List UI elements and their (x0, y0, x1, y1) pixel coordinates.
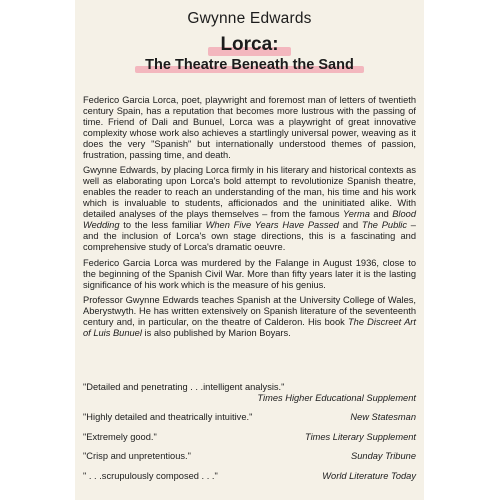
bio-text-b: is also published by Marion Boyars. (141, 328, 291, 339)
p2-text-c: – and the inclusion of Lorca's own stage directions, this is a fascinating and comprehensive study of Lorca's dramatic oeuvre. (83, 219, 416, 252)
play-title-blood-wedding: Blood Wedding (83, 209, 416, 230)
quote-text: "Highly detailed and theatrically intuitive." (83, 412, 253, 423)
quote-text: " . . .scrupulously composed . . ." (83, 470, 218, 481)
review-quote (83, 382, 416, 403)
book-title-text: Lorca: (220, 34, 279, 55)
book-subtitle-text: The Theatre Beneath the Sand (145, 57, 354, 73)
quote-source: Times Higher Educational Supplement (257, 392, 416, 403)
quote-text: "Detailed and penetrating . . .intelligent analysis." (83, 382, 285, 392)
p2-text-and: and (369, 209, 393, 220)
p2-text-b: to the less familiar (119, 219, 206, 230)
review-quote (83, 471, 416, 482)
bio-text-a: Professor Gwynne Edwards teaches Spanish at the University College of Wales, Aberystwyth. He has written extensively on Spanish literature of the seventeenth century and, in particular, on the theatre of Calderon. His book (83, 295, 416, 328)
play-title-the-public: The Public (361, 219, 408, 230)
blurb-paragraph-3: Federico Garcia Lorca was murdered by the Falange in August 1936, close to the beginning of the Spanish Civil War. More than fifty years later it is the lasting significance of his work which is the measure of his genius. (83, 257, 416, 290)
blurb (83, 95, 416, 344)
review-quote (83, 432, 416, 443)
review-quote (83, 451, 416, 462)
book-subtitle (139, 57, 360, 73)
p2-text-a: Gwynne Edwards, by placing Lorca firmly in his literary and historical contexts as well as elaborating upon Lorca's bold attempt to revolutionize Spanish theatre, enables the reader to reach an understanding of the man, his time and his work which is invaluable to students, afficionados and the uninitiated alike. With detailed analyses of the plays themselves – from the famous (83, 165, 416, 220)
title-block (75, 34, 424, 74)
author-bio (83, 295, 416, 339)
book-title (212, 34, 286, 56)
play-title-five-years: When Five Years Have Passed (205, 219, 339, 230)
quote-source: New Statesman (350, 412, 416, 423)
quote-source: World Literature Today (322, 470, 416, 481)
quote-text: "Extremely good." (83, 431, 157, 442)
quote-text: "Crisp and unpretentious." (83, 451, 191, 462)
review-quote (83, 412, 416, 423)
quote-source: Times Literary Supplement (304, 431, 416, 442)
back-cover (75, 0, 424, 500)
blurb-paragraph-2 (83, 165, 416, 252)
blurb-paragraph-1: Federico Garcia Lorca, poet, playwright and foremost man of letters of twentieth century Spain, has a reputation that becomes more lustrous with the passing of time. Friend of Dali and Bunuel, Lorca was a playwright of great innovative complexity whose work also achieves a startlingly universal power, weaving as it does the very "Spanish" but internationally understood themes of passion, frustration, passing time, and death. (83, 95, 416, 160)
p2-text-and2: and (338, 219, 362, 230)
book-title-bunuel: The Discreet Art of Luis Bunuel (83, 317, 416, 339)
play-title-yerma: Yerma (343, 209, 370, 220)
quote-source: Sunday Tribune (351, 451, 416, 462)
review-quotes (83, 382, 416, 491)
author-name: Gwynne Edwards (187, 10, 312, 27)
